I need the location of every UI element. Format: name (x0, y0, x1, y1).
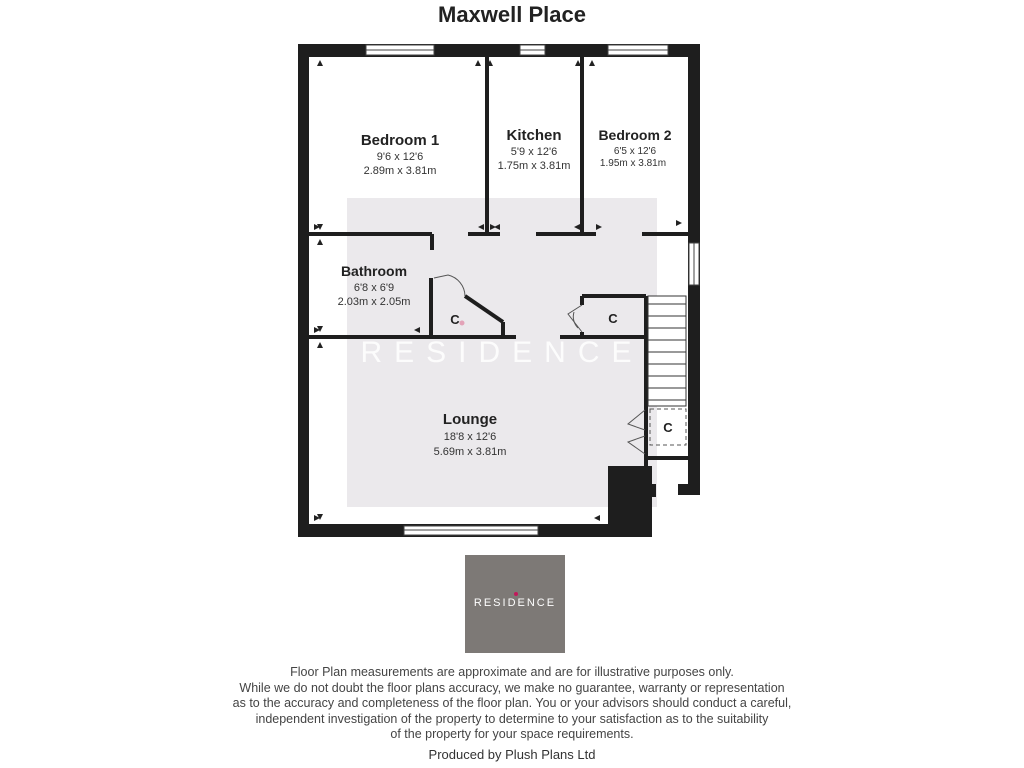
watermark-text: RESIDENCE (360, 336, 644, 369)
cupboard-label-stairs: C (663, 420, 673, 435)
bedroom2-imperial: 6'5 x 12'6 (613, 146, 657, 157)
bedroom1-imperial: 9'6 x 12'6 (376, 151, 424, 163)
lounge-imperial: 18'8 x 12'6 (443, 431, 497, 443)
disclaimer-line: Floor Plan measurements are approximate and are for illustrative purposes only. (290, 665, 734, 679)
lounge-metric: 5.69m x 3.81m (433, 446, 507, 458)
producer-credit: Produced by Plush Plans Ltd (428, 747, 596, 762)
lounge-name: Lounge (442, 411, 498, 428)
bathroom-imperial: 6'8 x 6'9 (353, 282, 395, 294)
disclaimer-line: as to the accuracy and completeness of the floor plan. You or your advisors should conduct a careful, (232, 696, 792, 710)
logo-dot (514, 592, 518, 596)
disclaimer-line: While we do not doubt the floor plans accuracy, we make no guarantee, warranty or representation (239, 680, 785, 695)
residence-logo (465, 555, 565, 653)
plan-title: Maxwell Place (438, 2, 586, 27)
stairs (648, 296, 686, 406)
logo-text: RESIDENCE (473, 597, 557, 609)
bedroom2-name: Bedroom 2 (598, 127, 672, 143)
disclaimer (212, 665, 812, 743)
disclaimer-line: of the property for your space requirements. (390, 727, 634, 741)
cupboard-label-bathroom: C (450, 312, 460, 327)
bedroom1-metric: 2.89m x 3.81m (363, 165, 437, 177)
disclaimer-line: independent investigation of the property to determine to your satisfaction as to the suitability (255, 711, 769, 726)
bathroom-name: Bathroom (340, 263, 408, 279)
kitchen-name: Kitchen (506, 127, 562, 144)
bedroom1-name: Bedroom 1 (360, 132, 440, 149)
bathroom-metric: 2.03m x 2.05m (337, 296, 411, 308)
kitchen-imperial: 5'9 x 12'6 (510, 146, 558, 158)
bedroom2-metric: 1.95m x 3.81m (599, 158, 667, 169)
watermark-dot (460, 321, 465, 326)
kitchen-metric: 1.75m x 3.81m (497, 160, 571, 172)
cupboard-label-hall: C (608, 311, 618, 326)
